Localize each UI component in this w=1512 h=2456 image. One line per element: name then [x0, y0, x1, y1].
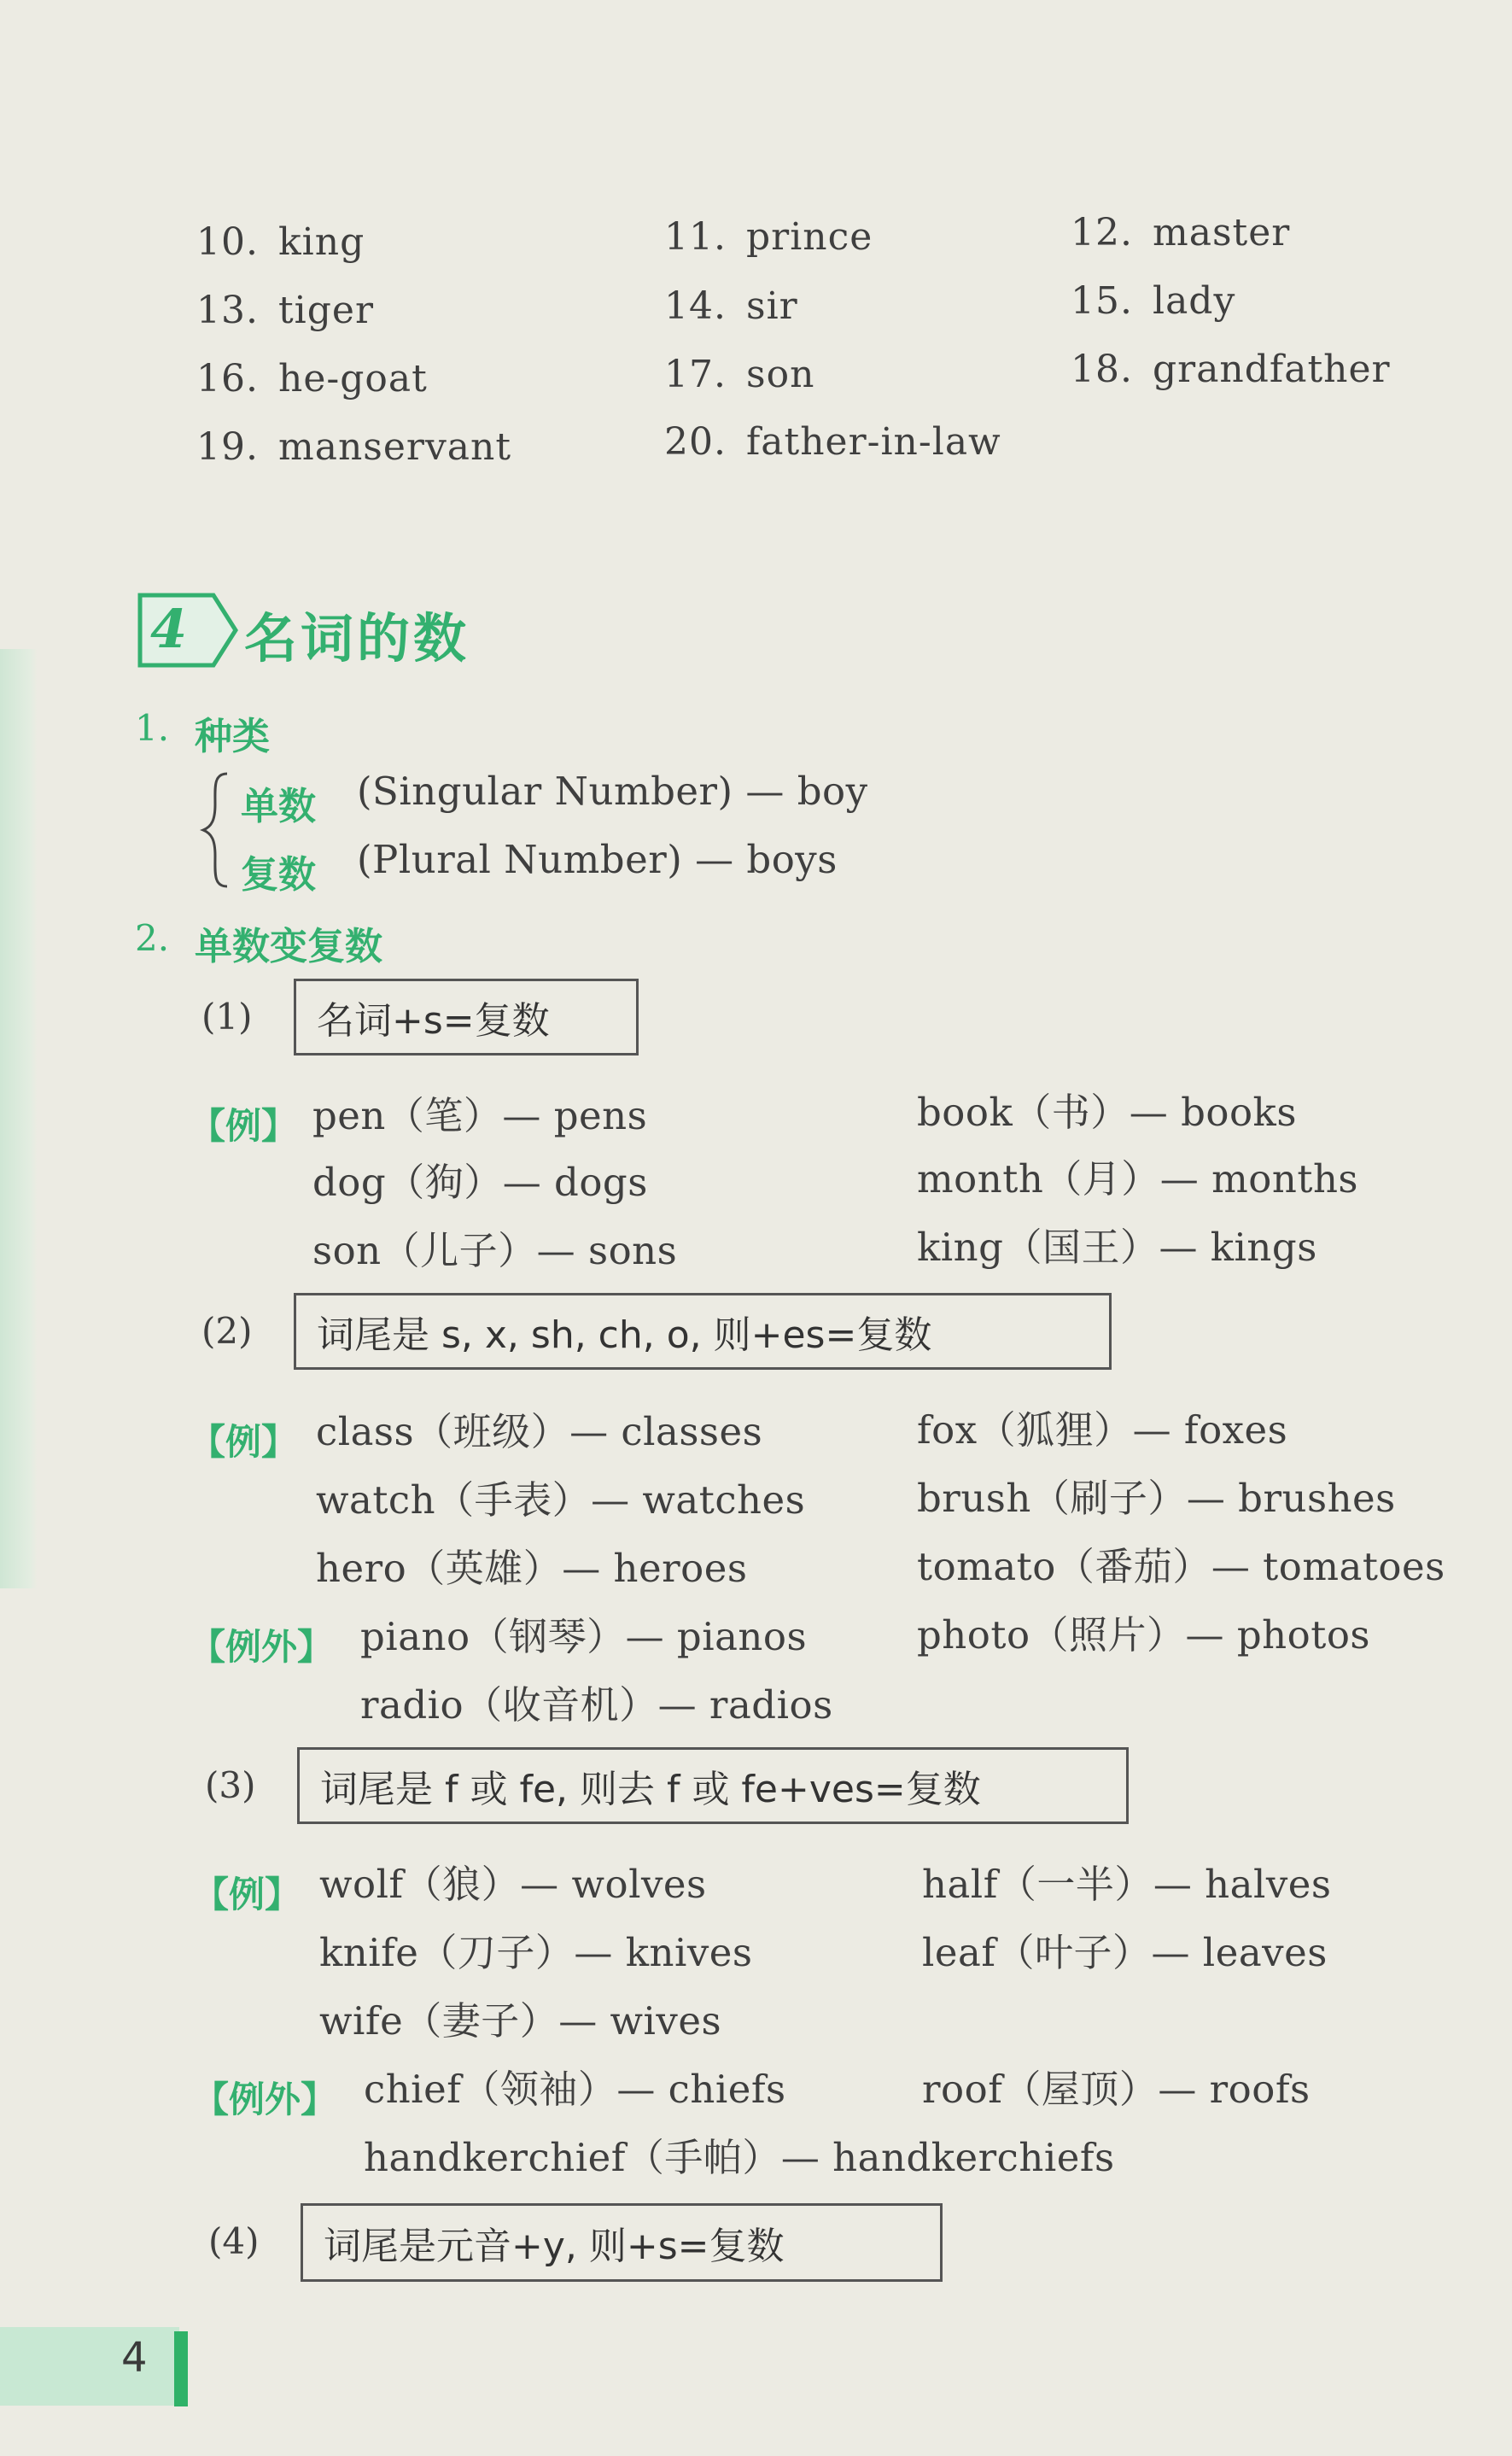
singular-label: 单数: [241, 785, 316, 828]
list-item: 19. manservant: [196, 425, 512, 469]
list-item: 13. tiger: [196, 289, 374, 332]
example-tag: 【例】: [190, 1105, 298, 1147]
exception-item: handkerchief（手帕）— handkerchiefs: [364, 2135, 1115, 2180]
example-item: hero（英雄）— heroes: [316, 1546, 748, 1591]
part2-number: 2.: [135, 917, 170, 959]
example-item: pen（笔）— pens: [312, 1093, 648, 1138]
list-item: 15. lady: [1071, 279, 1236, 323]
plural-definition: (Plural Number) — boys: [357, 837, 838, 882]
part1-number: 1.: [135, 707, 170, 749]
page-number-tab: [0, 2327, 179, 2406]
exception-item: roof（屋顶）— roofs: [922, 2067, 1311, 2112]
example-item: wife（妻子）— wives: [319, 1998, 722, 2044]
page-number-bar: [174, 2331, 188, 2406]
exception-item: chief（领袖）— chiefs: [364, 2067, 786, 2112]
example-item: month（月）— months: [917, 1156, 1359, 1202]
page-number: 4: [121, 2334, 148, 2382]
example-item: leaf（叶子）— leaves: [922, 1930, 1328, 1975]
list-item: 16. he-goat: [196, 357, 428, 401]
example-item: book（书）— books: [917, 1090, 1297, 1135]
brace-icon: [198, 770, 232, 890]
example-item: class（班级）— classes: [316, 1409, 763, 1454]
list-item: 14. sir: [664, 284, 798, 328]
rule-box: 词尾是 s, x, sh, ch, o, 则+es=复数: [294, 1293, 1112, 1370]
exception-tag: 【例外】: [190, 1626, 334, 1668]
section-title: 名词的数: [244, 607, 470, 670]
example-tag: 【例】: [193, 1874, 301, 1915]
example-item: dog（狗）— dogs: [312, 1160, 648, 1205]
exception-tag: 【例外】: [193, 2079, 337, 2120]
rule-box: 词尾是 f 或 fe, 则去 f 或 fe+ves=复数: [297, 1747, 1129, 1824]
example-item: son（儿子）— sons: [312, 1228, 678, 1273]
example-item: brush（刷子）— brushes: [917, 1476, 1396, 1521]
rule-box: 词尾是元音+y, 则+s=复数: [301, 2203, 943, 2282]
list-item: 10. king: [196, 220, 365, 264]
rule-number: (1): [201, 996, 253, 1038]
example-item: knife（刀子）— knives: [319, 1930, 753, 1975]
list-item: 18. grandfather: [1071, 348, 1391, 391]
section-number: 4: [150, 598, 188, 660]
list-item: 12. master: [1071, 211, 1291, 254]
singular-definition: (Singular Number) — boy: [357, 769, 868, 814]
example-tag: 【例】: [190, 1421, 298, 1463]
exception-item: photo（照片）— photos: [917, 1612, 1371, 1658]
example-item: half（一半）— halves: [922, 1862, 1332, 1907]
exception-item: radio（收音机）— radios: [360, 1682, 833, 1728]
example-item: wolf（狼）— wolves: [319, 1862, 707, 1907]
rule-number: (4): [208, 2220, 260, 2262]
rule-number: (2): [201, 1310, 253, 1352]
rule-number: (3): [205, 1764, 256, 1806]
list-item: 17. son: [664, 353, 815, 396]
example-item: king（国王）— kings: [917, 1225, 1317, 1270]
list-item: 20. father-in-law: [664, 420, 1001, 464]
plural-label: 复数: [241, 853, 316, 897]
exception-item: piano（钢琴）— pianos: [360, 1614, 808, 1659]
example-item: fox（狐狸）— foxes: [917, 1407, 1288, 1453]
example-item: tomato（番茄）— tomatoes: [917, 1544, 1445, 1589]
example-item: watch（手表）— watches: [316, 1477, 806, 1523]
part1-heading: 种类: [195, 715, 270, 758]
page-edge-decoration: [0, 649, 38, 1588]
rule-box: 名词+s=复数: [294, 979, 639, 1055]
list-item: 11. prince: [664, 215, 873, 259]
part2-heading: 单数变复数: [195, 925, 382, 968]
